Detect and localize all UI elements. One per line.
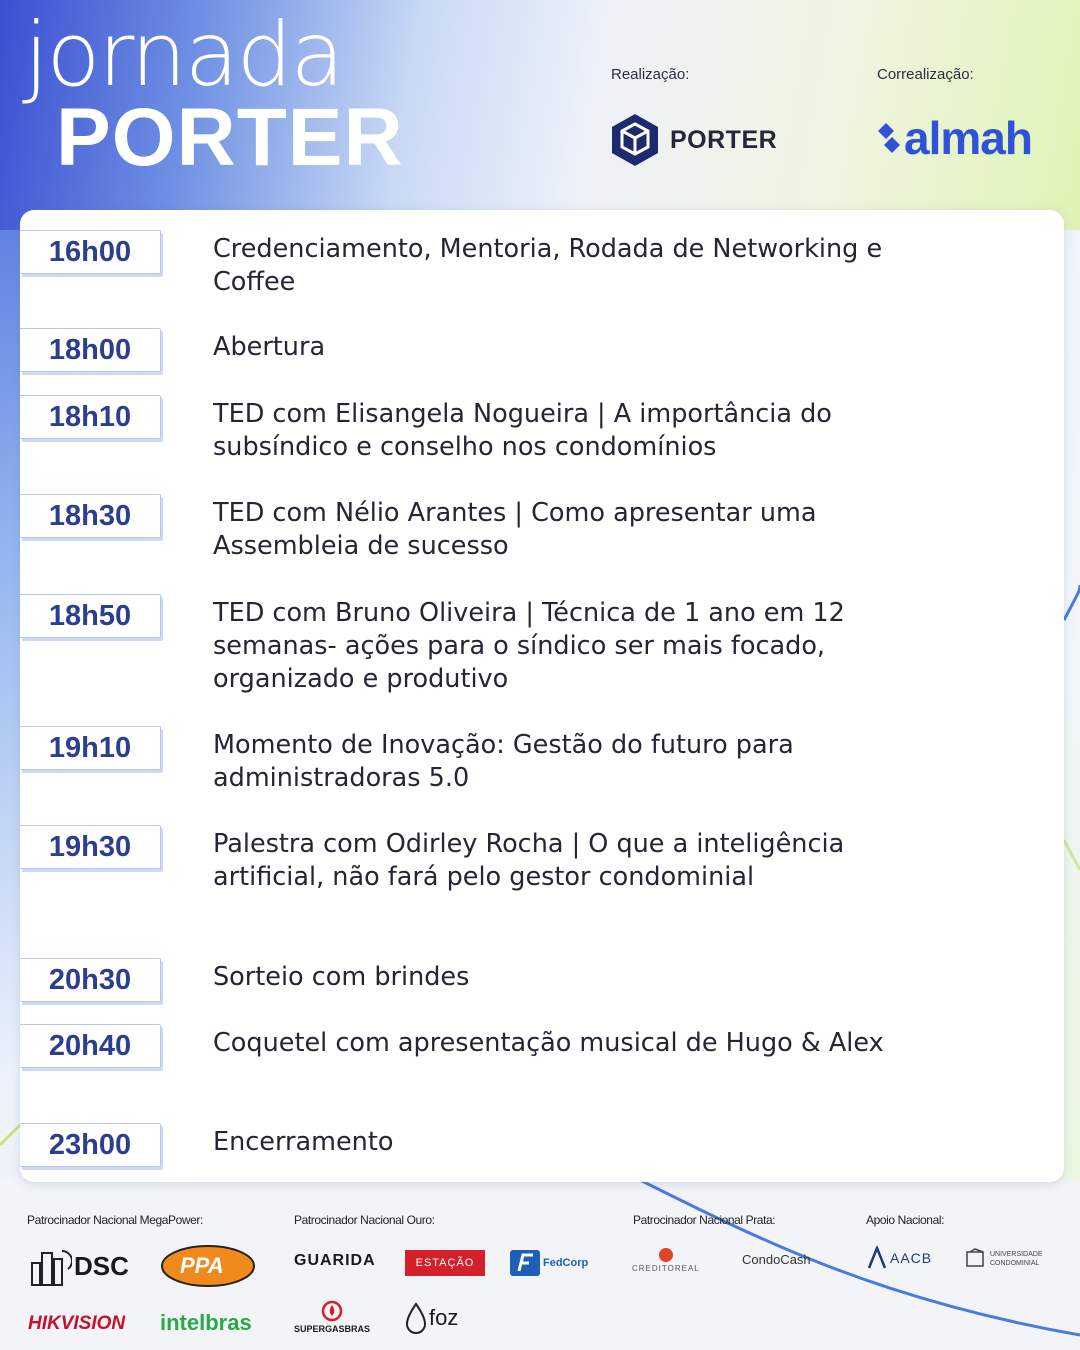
creditoreal-mark-icon — [653, 1246, 679, 1264]
schedule-description: TED com Nélio Arantes | Como apresentar uma Assembleia de sucesso — [213, 498, 817, 561]
foz-logo — [405, 1302, 458, 1334]
building-icon — [28, 1245, 72, 1287]
creditoreal-logo — [632, 1246, 700, 1273]
intelbras-logo-text: intelbras — [160, 1310, 252, 1335]
correalizacao-label: Correalização: — [877, 66, 974, 83]
apoio-label: Apoio Nacional: — [866, 1213, 945, 1227]
guarida-logo — [294, 1252, 376, 1270]
almah-diamond-icon — [876, 121, 902, 155]
dsc-logo — [28, 1245, 129, 1287]
universidade-logo-text: UNIVERSIDADE CONDOMINIAL — [990, 1251, 1043, 1267]
intelbras-logo — [160, 1310, 252, 1336]
time-badge: 23h00 — [20, 1123, 161, 1167]
time-badge: 18h30 — [20, 494, 161, 538]
brand-title-jornada: jornada — [24, 3, 343, 106]
schedule-description: Sorteio com brindes — [213, 962, 470, 992]
hikvision-logo — [28, 1313, 125, 1335]
aacb-mark-icon — [866, 1246, 888, 1270]
brand-title-porter: PORTER — [56, 92, 404, 183]
aacb-logo-text: AACB — [890, 1250, 933, 1266]
realizacao-label: Realização: — [611, 66, 690, 83]
universidade-condominial-logo — [965, 1248, 1060, 1270]
time-badge: 18h10 — [20, 395, 161, 439]
schedule-description: Credenciamento, Mentoria, Rodada de Networking e Coffee — [213, 234, 883, 297]
flame-icon — [321, 1300, 343, 1322]
megapower-label: Patrocinador Nacional MegaPower: — [27, 1213, 203, 1227]
schedule-description: TED com Bruno Oliveira | Técnica de 1 ano em 12 semanas- ações para o síndico ser mais focado, organizado e produtivo — [213, 598, 845, 694]
dsc-logo-text: DSC — [74, 1250, 129, 1281]
porter-logo-text: PORTER — [670, 125, 778, 154]
prata-label: Patrocinador Nacional Prata: — [633, 1213, 776, 1227]
time-badge: 20h30 — [20, 958, 161, 1002]
ppa-logo — [160, 1244, 256, 1288]
estacao-logo-text: ESTAÇÃO — [415, 1257, 475, 1269]
schedule-description: Palestra com Odirley Rocha | O que a inteligência artificial, não fará pelo gestor condominial — [213, 829, 845, 892]
foz-logo-text: foz — [429, 1305, 459, 1330]
time-badge: 16h00 — [20, 230, 161, 274]
schedule-description: TED com Elisangela Nogueira | A importância do subsíndico e conselho nos condomínios — [213, 399, 832, 462]
fedcorp-logo-text: FedCorp — [543, 1257, 589, 1269]
estacao-logo — [405, 1250, 485, 1276]
supergasbras-logo-text: SUPERGASBRAS — [294, 1324, 371, 1334]
schedule-description: Coquetel com apresentação musical de Hugo & Alex — [213, 1028, 884, 1058]
almah-logo — [876, 110, 1032, 166]
creditoreal-logo-text: CREDITOREAL — [632, 1264, 700, 1273]
aacb-logo — [866, 1246, 932, 1270]
schedule-description: Abertura — [213, 332, 326, 362]
schedule-description: Encerramento — [213, 1127, 394, 1157]
hikvision-logo-text: HIKVISION — [28, 1313, 126, 1334]
universidade-mark-icon — [965, 1248, 987, 1270]
fedcorp-f-icon — [509, 1249, 541, 1277]
ouro-label: Patrocinador Nacional Ouro: — [294, 1213, 435, 1227]
supergasbras-logo — [294, 1300, 370, 1334]
schedule-card — [20, 210, 1064, 1182]
time-badge: 18h50 — [20, 594, 161, 638]
fedcorp-logo — [509, 1249, 588, 1277]
almah-logo-text: almah — [904, 112, 1032, 164]
time-badge: 19h10 — [20, 726, 161, 770]
porter-cube-icon — [610, 112, 660, 168]
drop-icon — [405, 1302, 427, 1334]
time-badge: 18h00 — [20, 328, 161, 372]
guarida-logo-text: GUARIDA — [294, 1252, 376, 1269]
condocash-logo-text: CondoCash — [742, 1252, 811, 1267]
time-badge: 20h40 — [20, 1024, 161, 1068]
schedule-description: Momento de Inovação: Gestão do futuro para administradoras 5.0 — [213, 730, 794, 793]
porter-logo — [610, 112, 777, 168]
time-badge: 19h30 — [20, 825, 161, 869]
ppa-logo-text: PPA — [180, 1253, 224, 1278]
condocash-logo — [742, 1252, 811, 1267]
